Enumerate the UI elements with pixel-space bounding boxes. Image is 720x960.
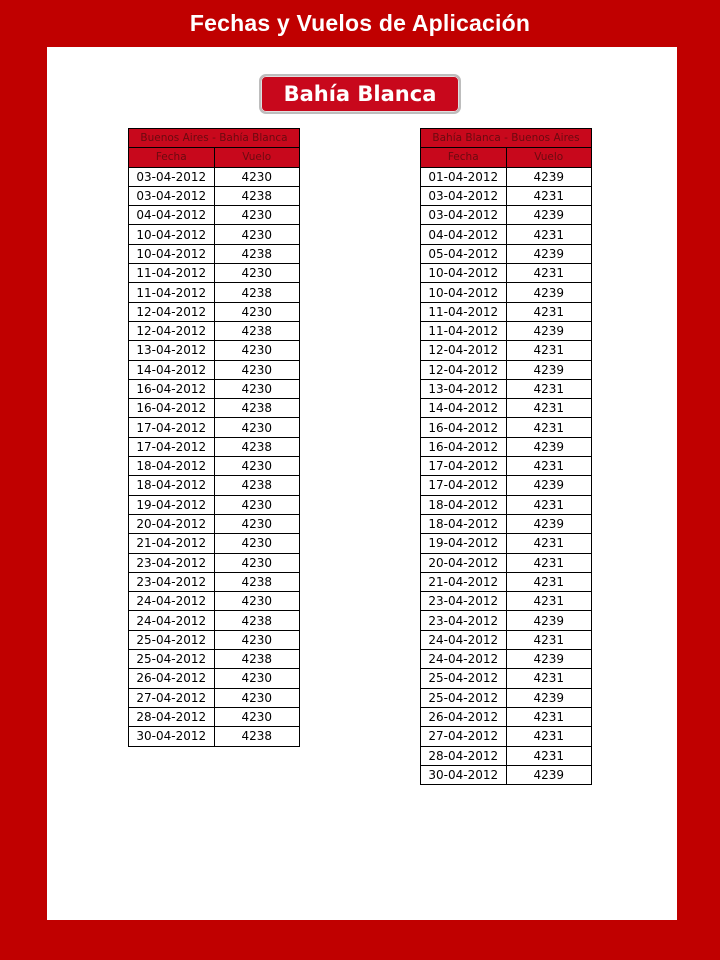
flight-number-cell: 4239 [506,167,592,186]
table-row [421,611,592,630]
flight-number-cell: 4238 [214,399,300,418]
date-column-header: Fecha [129,148,215,167]
flight-date-cell: 12-04-2012 [421,360,507,379]
flight-date-cell: 16-04-2012 [421,418,507,437]
outbound-flights-table [128,128,300,747]
flight-date-cell: 16-04-2012 [129,379,215,398]
table-row [129,302,300,321]
flight-date-cell: 24-04-2012 [129,592,215,611]
flight-date-cell: 20-04-2012 [129,514,215,533]
table-row [129,264,300,283]
table-row [421,746,592,765]
table-row [421,418,592,437]
table-row [129,630,300,649]
flight-number-cell: 4238 [214,727,300,746]
flight-date-cell: 19-04-2012 [129,495,215,514]
flight-number-cell: 4239 [506,514,592,533]
flight-date-cell: 23-04-2012 [421,592,507,611]
flight-number-cell: 4238 [214,321,300,340]
table-row [129,225,300,244]
flight-date-cell: 14-04-2012 [129,360,215,379]
table-row [421,167,592,186]
flight-number-cell: 4230 [214,167,300,186]
flight-number-cell: 4239 [506,283,592,302]
table-row [129,553,300,572]
table-row [421,457,592,476]
table-row [129,534,300,553]
flight-date-cell: 11-04-2012 [129,283,215,302]
table-row [129,283,300,302]
flight-date-cell: 23-04-2012 [129,572,215,591]
flight-number-cell: 4230 [214,553,300,572]
table-row [129,572,300,591]
table-row [421,592,592,611]
table-row [421,727,592,746]
table-row [421,572,592,591]
flight-number-cell: 4230 [214,514,300,533]
flight-date-cell: 26-04-2012 [421,707,507,726]
flight-date-cell: 16-04-2012 [129,399,215,418]
table-row [421,650,592,669]
table-row [421,476,592,495]
flight-column-header: Vuelo [214,148,300,167]
city-label: Bahía Blanca [283,82,437,106]
flight-number-cell: 4230 [214,264,300,283]
flight-number-cell: 4231 [506,302,592,321]
flight-date-cell: 18-04-2012 [421,514,507,533]
flight-number-cell: 4231 [506,572,592,591]
flight-date-cell: 12-04-2012 [421,341,507,360]
table-row [421,225,592,244]
flight-number-cell: 4230 [214,669,300,688]
table-row [421,765,592,784]
flight-number-cell: 4231 [506,341,592,360]
table-row [421,399,592,418]
date-column-header: Fecha [421,148,507,167]
flight-date-cell: 24-04-2012 [129,611,215,630]
table-row [421,206,592,225]
table-row [129,457,300,476]
table-row [421,302,592,321]
flight-number-cell: 4231 [506,264,592,283]
flight-date-cell: 27-04-2012 [421,727,507,746]
flight-date-cell: 10-04-2012 [421,264,507,283]
flight-number-cell: 4231 [506,399,592,418]
table-row [421,553,592,572]
flight-date-cell: 10-04-2012 [129,244,215,263]
flight-number-cell: 4231 [506,457,592,476]
table-row [421,186,592,205]
flight-number-cell: 4239 [506,360,592,379]
flight-number-cell: 4238 [214,244,300,263]
flight-date-cell: 12-04-2012 [129,321,215,340]
flight-column-header: Vuelo [506,148,592,167]
flight-number-cell: 4239 [506,476,592,495]
table-row [421,244,592,263]
flight-date-cell: 18-04-2012 [129,476,215,495]
flight-date-cell: 20-04-2012 [421,553,507,572]
table-row [129,186,300,205]
flight-number-cell: 4230 [214,688,300,707]
flight-number-cell: 4231 [506,727,592,746]
flight-date-cell: 11-04-2012 [129,264,215,283]
flight-date-cell: 19-04-2012 [421,534,507,553]
table-row [421,688,592,707]
flight-date-cell: 10-04-2012 [421,283,507,302]
flight-date-cell: 14-04-2012 [421,399,507,418]
flight-date-cell: 26-04-2012 [129,669,215,688]
flight-number-cell: 4231 [506,669,592,688]
flight-number-cell: 4238 [214,476,300,495]
table-row [129,476,300,495]
flight-number-cell: 4230 [214,457,300,476]
table-row [421,514,592,533]
flight-date-cell: 17-04-2012 [129,437,215,456]
table-row [129,592,300,611]
flight-date-cell: 03-04-2012 [421,186,507,205]
table-row [421,341,592,360]
flight-date-cell: 16-04-2012 [421,437,507,456]
flight-number-cell: 4231 [506,379,592,398]
table-row [129,514,300,533]
flight-number-cell: 4238 [214,283,300,302]
table-row [129,206,300,225]
flight-number-cell: 4230 [214,592,300,611]
flight-number-cell: 4238 [214,572,300,591]
table-row [129,611,300,630]
route-header: Buenos Aires - Bahía Blanca [129,129,300,148]
flight-date-cell: 30-04-2012 [421,765,507,784]
page-title: Fechas y Vuelos de Aplicación [189,10,531,36]
flight-date-cell: 04-04-2012 [129,206,215,225]
flight-date-cell: 25-04-2012 [129,630,215,649]
flight-date-cell: 12-04-2012 [129,302,215,321]
table-row [421,264,592,283]
flight-date-cell: 21-04-2012 [421,572,507,591]
table-row [129,399,300,418]
flight-number-cell: 4239 [506,244,592,263]
table-row [129,167,300,186]
flight-date-cell: 24-04-2012 [421,650,507,669]
flight-number-cell: 4239 [506,206,592,225]
flight-date-cell: 21-04-2012 [129,534,215,553]
flight-number-cell: 4231 [506,553,592,572]
flight-date-cell: 25-04-2012 [421,669,507,688]
flight-number-cell: 4230 [214,302,300,321]
flight-number-cell: 4230 [214,225,300,244]
flight-number-cell: 4239 [506,611,592,630]
flight-number-cell: 4238 [214,437,300,456]
flight-number-cell: 4231 [506,534,592,553]
table-row [129,321,300,340]
flight-number-cell: 4231 [506,746,592,765]
flight-date-cell: 03-04-2012 [421,206,507,225]
table-row [421,630,592,649]
table-row [421,283,592,302]
flight-date-cell: 28-04-2012 [421,746,507,765]
flight-date-cell: 23-04-2012 [421,611,507,630]
flight-date-cell: 17-04-2012 [421,476,507,495]
flight-date-cell: 18-04-2012 [421,495,507,514]
table-row [129,360,300,379]
flight-date-cell: 25-04-2012 [129,650,215,669]
flight-number-cell: 4238 [214,650,300,669]
flight-number-cell: 4238 [214,186,300,205]
flight-number-cell: 4231 [506,495,592,514]
table-row [129,688,300,707]
flight-number-cell: 4230 [214,707,300,726]
flight-number-cell: 4239 [506,321,592,340]
table-row [129,437,300,456]
flight-number-cell: 4238 [214,611,300,630]
flight-number-cell: 4231 [506,225,592,244]
flight-number-cell: 4230 [214,360,300,379]
flight-number-cell: 4231 [506,707,592,726]
table-row [421,437,592,456]
flight-date-cell: 23-04-2012 [129,553,215,572]
flight-date-cell: 30-04-2012 [129,727,215,746]
flight-number-cell: 4230 [214,341,300,360]
flight-date-cell: 13-04-2012 [421,379,507,398]
flight-number-cell: 4239 [506,650,592,669]
table-row [129,418,300,437]
flight-date-cell: 03-04-2012 [129,167,215,186]
table-row [129,244,300,263]
flight-number-cell: 4239 [506,437,592,456]
flight-number-cell: 4230 [214,206,300,225]
table-row [421,495,592,514]
flight-date-cell: 24-04-2012 [421,630,507,649]
table-row [129,669,300,688]
flight-date-cell: 18-04-2012 [129,457,215,476]
table-row [129,341,300,360]
table-row [129,727,300,746]
table-row [421,707,592,726]
table-row [421,534,592,553]
table-row [421,321,592,340]
flight-date-cell: 13-04-2012 [129,341,215,360]
flight-date-cell: 17-04-2012 [421,457,507,476]
flight-number-cell: 4230 [214,495,300,514]
table-row [421,360,592,379]
flight-date-cell: 28-04-2012 [129,707,215,726]
flight-number-cell: 4230 [214,418,300,437]
inbound-flights-table [420,128,592,785]
flight-date-cell: 05-04-2012 [421,244,507,263]
flight-number-cell: 4230 [214,379,300,398]
city-badge [259,74,461,114]
route-header: Bahía Blanca - Buenos Aires [421,129,592,148]
flight-date-cell: 01-04-2012 [421,167,507,186]
flight-date-cell: 27-04-2012 [129,688,215,707]
flight-number-cell: 4239 [506,688,592,707]
table-row [421,379,592,398]
flight-date-cell: 25-04-2012 [421,688,507,707]
flight-number-cell: 4231 [506,186,592,205]
flight-number-cell: 4230 [214,534,300,553]
flight-number-cell: 4231 [506,418,592,437]
flight-number-cell: 4230 [214,630,300,649]
table-row [421,669,592,688]
flight-date-cell: 03-04-2012 [129,186,215,205]
flight-date-cell: 17-04-2012 [129,418,215,437]
flight-date-cell: 04-04-2012 [421,225,507,244]
table-row [129,650,300,669]
table-row [129,707,300,726]
flight-number-cell: 4231 [506,592,592,611]
table-row [129,495,300,514]
table-row [129,379,300,398]
flight-number-cell: 4239 [506,765,592,784]
flight-number-cell: 4231 [506,630,592,649]
flight-date-cell: 10-04-2012 [129,225,215,244]
flight-date-cell: 11-04-2012 [421,321,507,340]
flight-date-cell: 11-04-2012 [421,302,507,321]
